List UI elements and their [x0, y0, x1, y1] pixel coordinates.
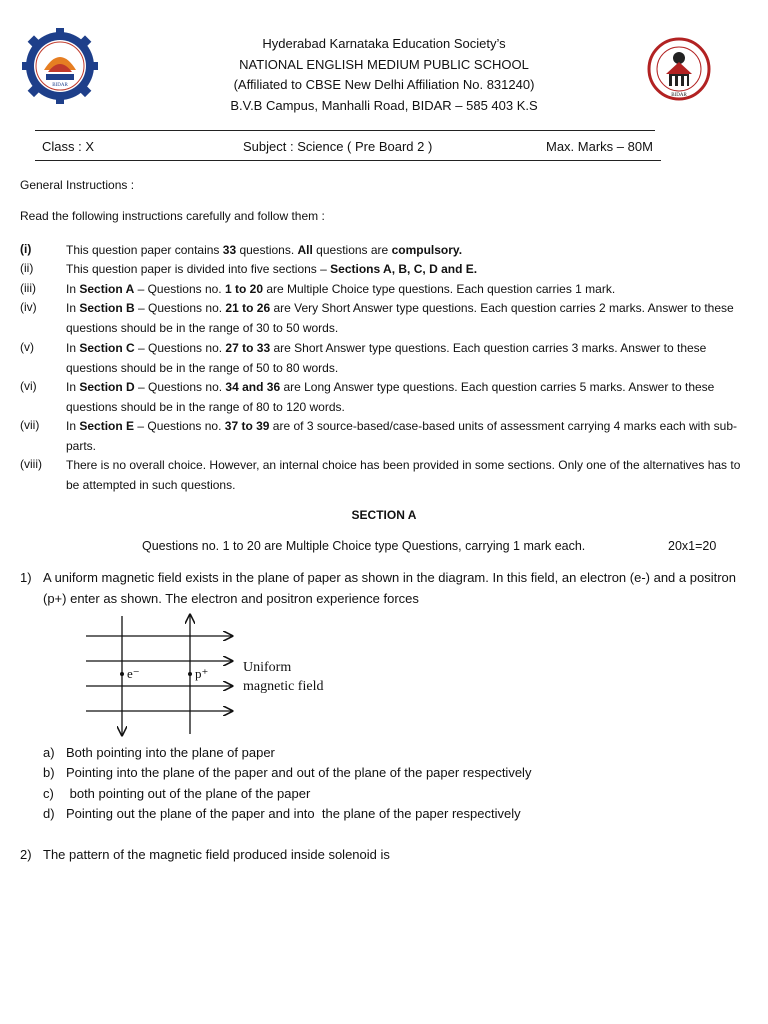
instruction-number: (iii) [20, 281, 36, 295]
magnetic-field-diagram [82, 610, 372, 740]
school-name: NATIONAL ENGLISH MEDIUM PUBLIC SCHOOL [239, 57, 529, 72]
bottom-rule [35, 160, 661, 161]
electron-label: e⁻ [127, 666, 140, 681]
right-logo-text: BIDAR [671, 93, 687, 98]
instruction-number: (viii) [20, 457, 42, 471]
instruction-emphasis: 21 to 26 [225, 301, 271, 315]
instruction-segment: – Questions no. [134, 341, 226, 355]
school-address: B.V.B Campus, Manhalli Road, BIDAR – 585 403 K.S [230, 98, 538, 113]
instruction-emphasis: 1 to 20 [224, 282, 263, 296]
instruction-number: (iv) [20, 300, 37, 314]
instruction-text [66, 299, 756, 338]
option-label: a) [43, 745, 55, 760]
instruction-segment: In [66, 380, 80, 394]
instruction-number: (ii) [20, 261, 34, 275]
instruction-emphasis: Section A [79, 282, 135, 296]
instruction-segment: questions. [236, 243, 298, 257]
instruction-emphasis: Section C [79, 341, 135, 355]
option-label: c) [43, 786, 54, 801]
question-2-number: 2) [20, 847, 32, 862]
instruction-segment: – Questions no. [134, 301, 226, 315]
electron-dot [120, 672, 124, 676]
instruction-emphasis: All [297, 243, 313, 257]
instruction-text [66, 260, 756, 280]
field-label-line-1: Uniform [243, 660, 292, 675]
instruction-segment: In [66, 341, 80, 355]
question-1-text: A uniform magnetic field exists in the plane of paper as shown in the diagram. In this field, an electron (e-) and a positron (p+) enter as shown. The electron and positron experience forces [43, 570, 736, 606]
option-label: b) [43, 765, 55, 780]
instruction-text [66, 378, 756, 417]
instruction-segment: In [66, 301, 80, 315]
instruction-emphasis: 27 to 33 [225, 341, 271, 355]
positron-label: p⁺ [195, 666, 209, 681]
society-name: Hyderabad Karnataka Education Society’s [262, 36, 506, 51]
instruction-text [66, 417, 756, 456]
instruction-emphasis: 37 to 39 [224, 419, 270, 433]
instruction-emphasis: compulsory. [391, 243, 463, 257]
question-1-number: 1) [20, 570, 32, 585]
instruction-text [66, 339, 756, 378]
field-label-line-2: magnetic field [243, 679, 324, 694]
max-marks-label: Max. Marks – 80M [546, 139, 653, 154]
positron-dot [188, 672, 192, 676]
instruction-segment: In [66, 419, 80, 433]
affiliation: (Affiliated to CBSE New Delhi Affiliation No. 831240) [233, 77, 535, 92]
instruction-emphasis: 33 [222, 243, 237, 257]
instruction-segment: are Short Answer type questions. Each question carries 3 marks. Answer to these questions should be in the range of 50 to 80 words. [66, 341, 707, 375]
instruction-emphasis: Section E [79, 419, 135, 433]
class-label: Class : X [42, 139, 95, 154]
instruction-segment: – Questions no. [134, 380, 226, 394]
instruction-text [66, 456, 756, 495]
instruction-segment: This question paper contains [66, 243, 223, 257]
instruction-segment: are Multiple Choice type questions. Each question carries 1 mark. [263, 282, 616, 296]
instruction-number: (vi) [20, 379, 37, 393]
instruction-number: (v) [20, 340, 34, 354]
left-logo-text: BIDAR [52, 83, 68, 88]
option-label: d) [43, 806, 55, 821]
general-instructions-title: General Instructions : [20, 178, 135, 192]
section-a-marks: 20x1=20 [668, 539, 717, 553]
top-rule [35, 130, 655, 131]
option-text: Pointing out the plane of the paper and into the plane of the paper respectively [66, 806, 521, 821]
instruction-segment: There is no overall choice. However, an internal choice has been provided in some sections. Only one of the alternatives has to be attempted in such questions. [66, 458, 741, 492]
instruction-segment: are Long Answer type questions. Each question carries 5 marks. Answer to these questions should be in the range of 80 to 120 words. [66, 380, 715, 414]
subject-label: Subject : Science ( Pre Board 2 ) [243, 139, 433, 154]
option-text: Pointing into the plane of the paper and out of the plane of the paper respectively [66, 765, 532, 780]
instruction-emphasis: Section B [79, 301, 135, 315]
instruction-text [66, 280, 756, 300]
read-instructions: Read the following instructions carefully and follow them : [20, 209, 325, 223]
instruction-segment: This question paper is divided into five sections – [66, 262, 331, 276]
option-text: both pointing out of the plane of the paper [66, 786, 311, 801]
question-2-text: The pattern of the magnetic field produced inside solenoid is [43, 847, 390, 862]
instruction-segment: are Very Short Answer type questions. Each question carries 2 marks. Answer to these questions should be in the range of 30 to 50 words. [66, 301, 734, 335]
instruction-segment: questions are [312, 243, 392, 257]
instruction-text [66, 241, 756, 261]
option-text: Both pointing into the plane of paper [66, 745, 275, 760]
instruction-emphasis: Sections A, B, C, D and E. [330, 262, 478, 276]
instruction-emphasis: Section D [79, 380, 135, 394]
instruction-segment: are of 3 source-based/case-based units of assessment carrying 4 marks each with sub-parts. [66, 419, 738, 453]
section-a-title: SECTION A [351, 508, 417, 522]
instruction-segment: In [66, 282, 80, 296]
instruction-emphasis: 34 and 36 [225, 380, 281, 394]
instruction-segment: – Questions no. [134, 419, 225, 433]
instruction-number: (vii) [20, 418, 40, 432]
instruction-segment: – Questions no. [134, 282, 225, 296]
section-a-description: Questions no. 1 to 20 are Multiple Choice type Questions, carrying 1 mark each. [142, 539, 586, 553]
instruction-number: (i) [20, 242, 32, 256]
